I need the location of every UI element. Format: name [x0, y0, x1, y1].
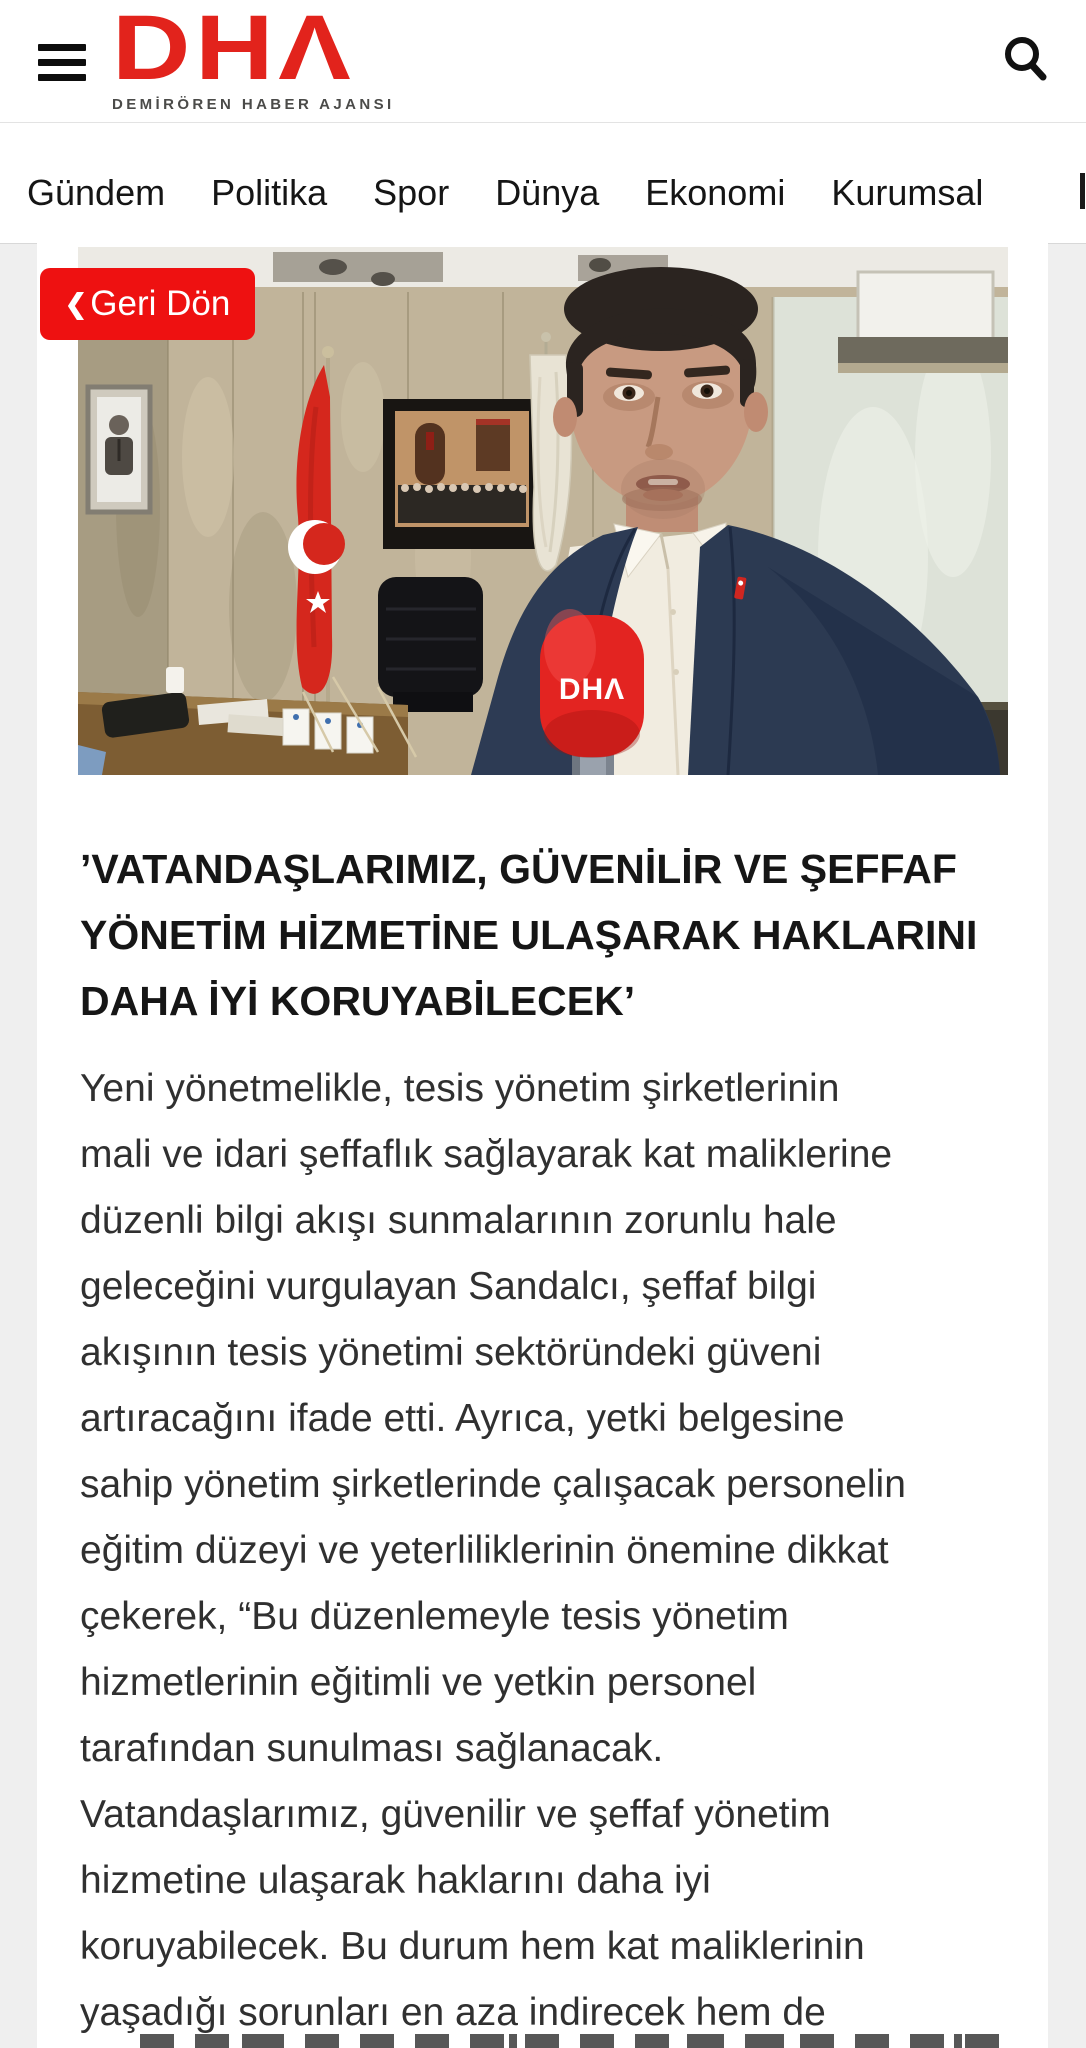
body-line: Vatandaşlarımız, güvenilir ve şeffaf yönetim [80, 1793, 831, 1836]
body-line: mali ve idari şeffaflık sağlayarak kat maliklerine [80, 1133, 893, 1176]
body-line: akışının tesis yönetimi sektöründeki güveni [80, 1331, 822, 1374]
body-line: sahip yönetim şirketlerinde çalışacak personelin [80, 1463, 906, 1506]
mic-dha-label: DHΛ [558, 673, 626, 706]
office-chair [378, 577, 483, 712]
article-body [80, 1056, 1010, 2046]
nav-item-dunya[interactable]: Dünya [495, 172, 600, 213]
framed-photo [383, 399, 541, 549]
body-line: hizmetlerinin eğitimli ve yetkin personel [80, 1661, 757, 1704]
body-line: eğitim düzeyi ve yeterliliklerinin önemine dikkat [80, 1529, 889, 1572]
article-headline [80, 836, 990, 1034]
nav-items [27, 173, 983, 213]
body-line: geleceğini vurgulayan Sandalcı, şeffaf bilgi [80, 1265, 817, 1308]
dha-logo-text: DHΛ [112, 0, 356, 99]
body-line: çekerek, “Bu düzenlemeyle tesis yönetim [80, 1595, 789, 1638]
body-line: koruyabilecek. Bu durum hem kat maliklerinin [80, 1925, 865, 1968]
hamburger-menu-icon[interactable] [38, 44, 86, 81]
dha-logo-tagline: DEMİRÖREN HABER AJANSI [112, 96, 395, 113]
search-icon[interactable] [1000, 34, 1052, 86]
body-line: düzenli bilgi akışı sunmalarının zorunlu hale [80, 1199, 837, 1242]
main-nav [0, 122, 1086, 243]
back-button[interactable] [40, 268, 255, 340]
body-line: yaşadığı sorunları en aza indirecek hem de [80, 1991, 826, 2034]
headline-line: ’VATANDAŞLARIMIZ, GÜVENİLİR VE ŞEFFAF [80, 846, 957, 892]
next-line-clipped [140, 2034, 1010, 2048]
nav-item-politika[interactable]: Politika [211, 172, 328, 213]
dha-logo[interactable] [112, 2, 432, 120]
body-line: artıracağını ifade etti. Ayrıca, yetki belgesine [80, 1397, 845, 1440]
nav-item-spor[interactable]: Spor [373, 172, 450, 213]
chevron-left-icon: ❮ [64, 288, 88, 319]
nav-item-gundem[interactable]: Gündem [27, 172, 166, 213]
headline-line: DAHA İYİ KORUYABİLECEK’ [80, 978, 636, 1024]
headline-line: YÖNETİM HİZMETİNE ULAŞARAK HAKLARINI [80, 912, 978, 958]
partial-nav-item-sliver [1080, 173, 1085, 209]
nav-item-ekonomi[interactable]: Ekonomi [645, 172, 786, 213]
body-line: tarafından sunulması sağlanacak. [80, 1727, 664, 1770]
body-line: Yeni yönetmelikle, tesis yönetim şirketlerinin [80, 1067, 840, 1110]
back-button-label: Geri Dön [90, 284, 231, 323]
hamburger-bar [38, 74, 86, 81]
body-line: hizmetine ulaşarak haklarını daha iyi [80, 1859, 711, 1902]
wall-portrait [88, 387, 150, 512]
header [0, 0, 1086, 122]
nav-item-kurumsal[interactable]: Kurumsal [831, 172, 984, 213]
hamburger-bar [38, 59, 86, 66]
hamburger-bar [38, 44, 86, 51]
